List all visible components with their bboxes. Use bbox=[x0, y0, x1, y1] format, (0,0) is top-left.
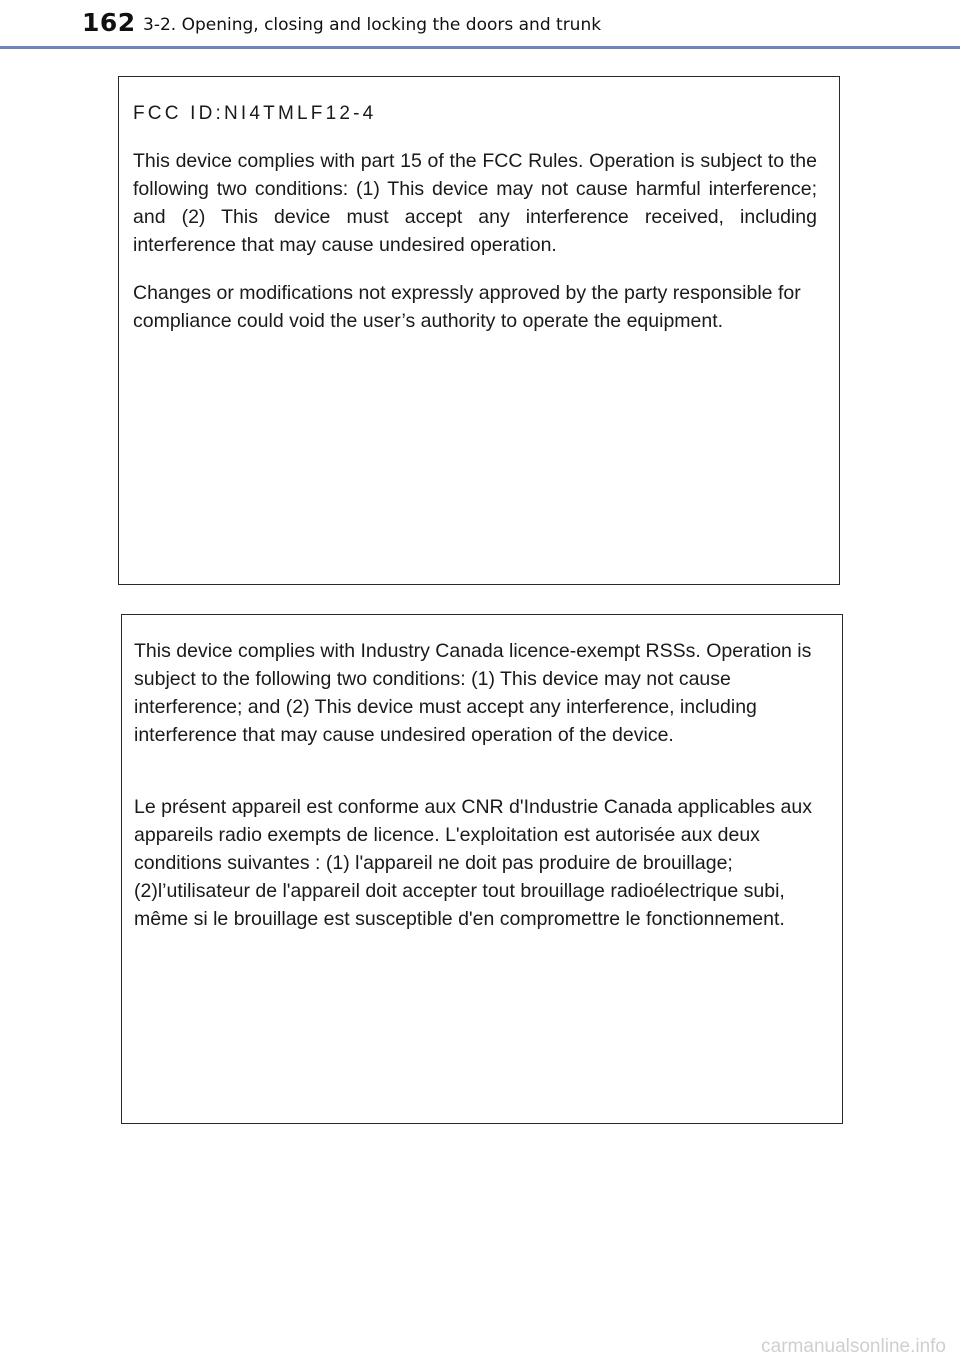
page-header bbox=[0, 0, 960, 48]
watermark: carmanualsonline.info bbox=[761, 1336, 946, 1357]
section-title: 3-2. Opening, closing and locking the doors and trunk bbox=[143, 15, 602, 35]
industry-canada-label-box bbox=[121, 614, 843, 1124]
fcc-modifications-paragraph: Changes or modifications not expressly approved by the party responsible for compliance could void the user’s authority to operate the equipment. bbox=[133, 282, 801, 332]
ic-english-paragraph: This device complies with Industry Canada licence-exempt RSSs. Operation is subject to the following two conditions: (1) This device may not cause interference; and (2) This device must accept any interference, including interference that may cause undesired operation of the device. bbox=[134, 640, 812, 746]
fcc-label-box bbox=[118, 76, 840, 585]
fcc-id: FCC ID:NI4TMLF12-4 bbox=[133, 103, 377, 124]
ic-french-paragraph: Le présent appareil est conforme aux CNR d'Industrie Canada applicables aux appareils radio exempts de licence. L'exploitation est autorisée aux deux conditions suivantes : (1) l'appareil ne doit pas produire de brouillage; (2)l’utilisateur de l'appareil doit accepter tout brouillage radioélectrique subi, même si le brouillage est susceptible d'en compromettre le fonctionnement. bbox=[134, 796, 812, 930]
header-rule bbox=[0, 46, 960, 49]
fcc-compliance-paragraph: This device complies with part 15 of the FCC Rules. Operation is subject to the following two conditions: (1) This device may not cause harmful interference; and (2) This device must accept any interference received, including interference that may cause undesired operation. bbox=[133, 150, 817, 256]
page-number: 162 bbox=[82, 8, 136, 37]
